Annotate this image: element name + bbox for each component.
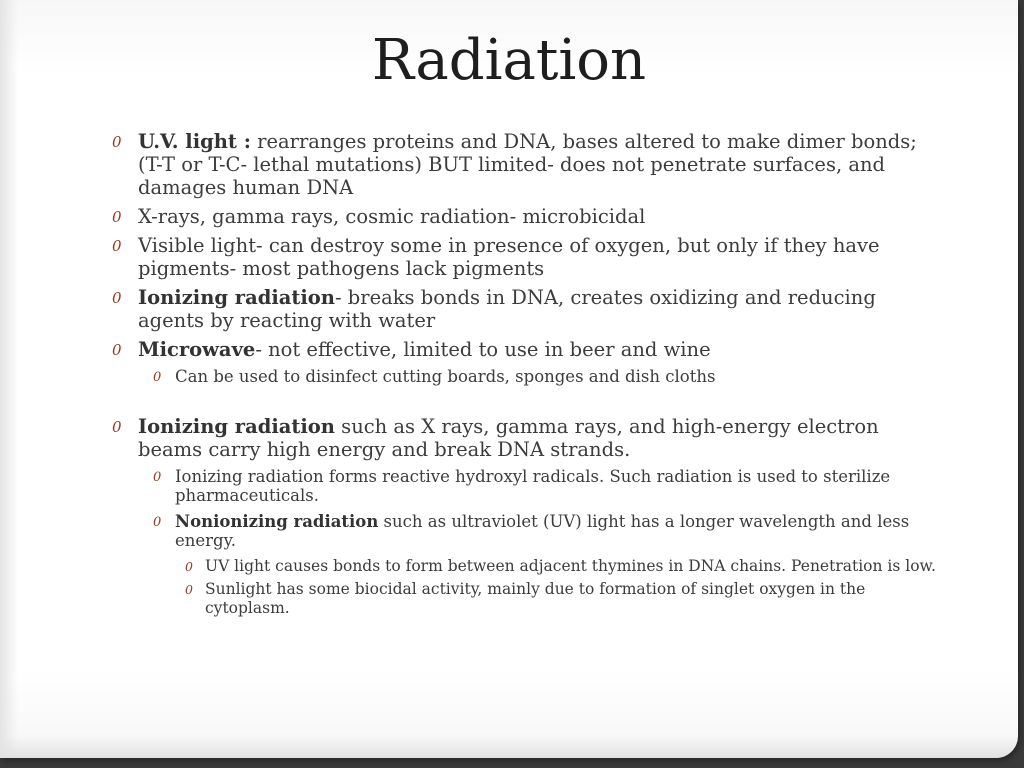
bullet-text: UV light causes bonds to form between adjacent thymines in DNA chains. Penetration is low. (205, 556, 936, 575)
bullet-text: such as ultraviolet (UV) light has a longer wavelength and less energy. (175, 511, 910, 550)
bullet-text: X-rays, gamma rays, cosmic radiation- microbicidal (138, 205, 646, 228)
bullet-text: Can be used to disinfect cutting boards, sponges and dish cloths (175, 367, 716, 386)
bullet-text: Ionizing radiation forms reactive hydroxyl radicals. Such radiation is used to sterilize pharmaceuticals. (175, 466, 891, 505)
bullet-text: Visible light- can destroy some in presence of oxygen, but only if they have pigments- most pathogens lack pigments (138, 234, 880, 280)
bullet-text: Sunlight has some biocidal activity, mainly due to formation of singlet oxygen in the cytoplasm. (205, 580, 866, 617)
bullet-text: - not effective, limited to use in beer and wine (255, 338, 711, 361)
sub-bullet-nonionizing-radiation (110, 512, 940, 551)
bullet-uv-light (110, 130, 940, 199)
bullet-marker-icon: 0 (153, 370, 162, 385)
bullet-text: - breaks bonds in DNA, creates oxidizing and reducing agents by reacting with water (138, 286, 876, 332)
bullet-marker-icon: 0 (185, 558, 193, 574)
bullet-marker-icon: 0 (185, 582, 193, 597)
bullet-marker-icon: 0 (112, 208, 122, 226)
bullet-visible-light (110, 234, 940, 280)
bullet-bold-text: Microwave (138, 338, 256, 361)
bullet-marker-icon: 0 (153, 469, 162, 485)
sub-sub-bullet-uv-thymines (110, 557, 940, 576)
bullet-marker-icon: 0 (112, 237, 122, 255)
bullet-text: rearranges proteins and DNA, bases altered to make dimer bonds; (T-T or T-C- lethal mutations) BUT limited- does not penetrate surfaces, and damages human DNA (138, 130, 917, 199)
bullet-text: such as X rays, gamma rays, and high-energy electron beams carry high energy and break DNA strands. (138, 414, 879, 461)
bullet-marker-icon: 0 (112, 133, 122, 151)
bullet-marker-icon: 0 (112, 417, 122, 436)
bullet-marker-icon: 0 (153, 514, 162, 530)
spacer (110, 393, 940, 415)
bullet-bold-text: U.V. light : (138, 130, 251, 153)
bullet-ionizing-radiation (110, 286, 940, 332)
bullet-microwave (110, 338, 940, 361)
sub-bullet-hydroxyl-radicals (110, 467, 940, 506)
bullet-bold-text: Nonionizing radiation (175, 511, 379, 531)
sub-bullet-microwave-use (110, 367, 940, 387)
bullet-bold-text: Ionizing radiation (138, 414, 335, 438)
slide-content (110, 130, 940, 622)
bullet-bold-text: Ionizing radiation (138, 286, 335, 309)
bullet-xrays (110, 205, 940, 228)
slide-bottom-shade (0, 736, 1018, 758)
bullet-marker-icon: 0 (112, 341, 122, 359)
bullet-ionizing-radiation-2 (110, 415, 940, 461)
sub-sub-bullet-sunlight (110, 580, 940, 617)
bullet-marker-icon: 0 (112, 289, 122, 307)
slide-title: Radiation (371, 28, 647, 93)
slide-edge-shade (0, 0, 18, 758)
